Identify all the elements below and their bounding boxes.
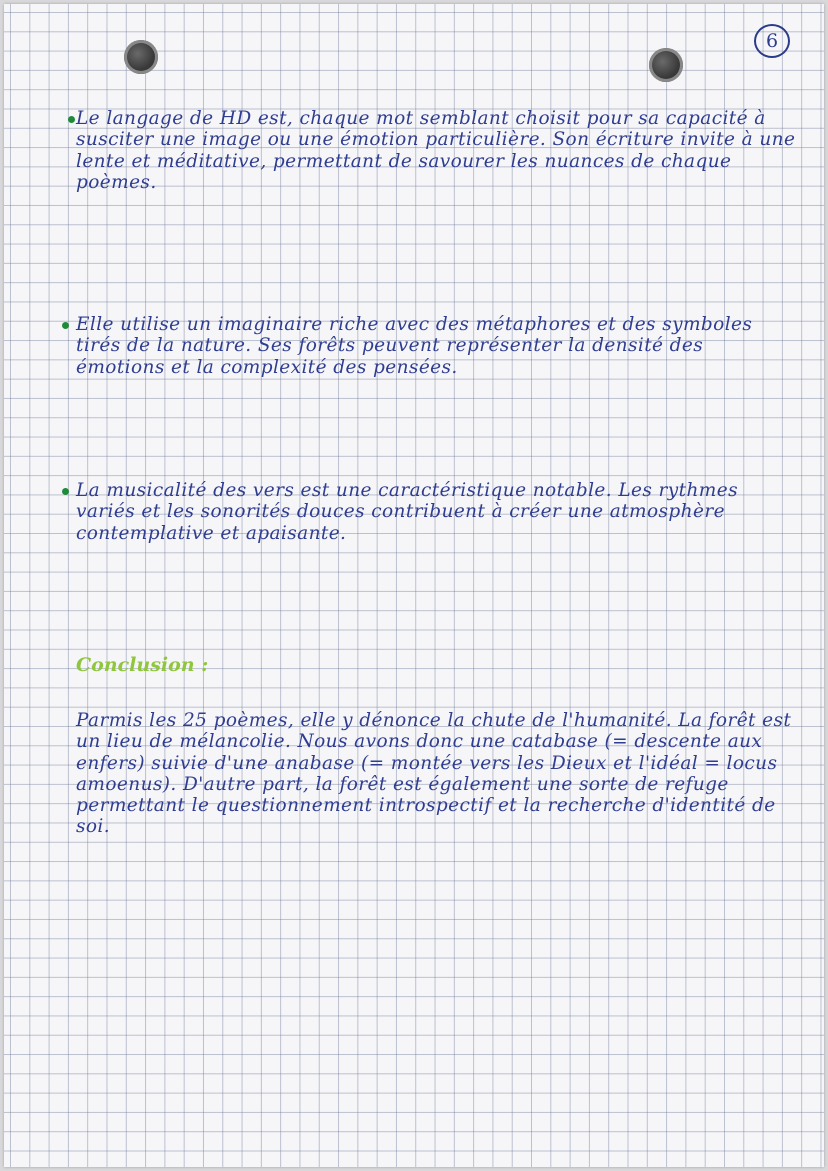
notebook-page: [4, 4, 824, 1167]
bullet-2: [62, 322, 69, 329]
bullet-3: [62, 488, 69, 495]
conclusion-text: Parmis les 25 poèmes, elle y dénonce la chute de l'humanité. La forêt est un lieu de mélancolie. Nous avons donc une catabase (= descente aux enfers) suivie d'une anabase (= montée vers les Dieux et l'idéal = locus amoenus). D'autre part, la forêt est également une sorte de refuge permettant le questionnement introspectif et la recherche d'identité de soi.: [76, 710, 792, 838]
binder-hole-right: [649, 48, 683, 82]
paragraph-imagery: Elle utilise un imaginaire riche avec des métaphores et des symboles tirés de la nature. Ses forêts peuvent représenter la densité des émotions et la complexité des pensées.: [76, 314, 753, 378]
bullet-1: [68, 116, 75, 123]
conclusion-heading: Conclusion :: [76, 654, 209, 676]
binder-hole-left: [124, 40, 158, 74]
paragraph-musicality: La musicalité des vers est une caractéristique notable. Les rythmes variés et les sonorités douces contribuent à créer une atmosphère contemplative et apaisante.: [76, 480, 738, 544]
page-number: 6: [754, 24, 790, 58]
paragraph-language: Le langage de HD est, chaque mot semblant choisit pour sa capacité à susciter une image ou une émotion particulière. Son écriture invite à une lente et méditative, permettant de savourer les nuances de chaque poèmes.: [76, 108, 796, 193]
